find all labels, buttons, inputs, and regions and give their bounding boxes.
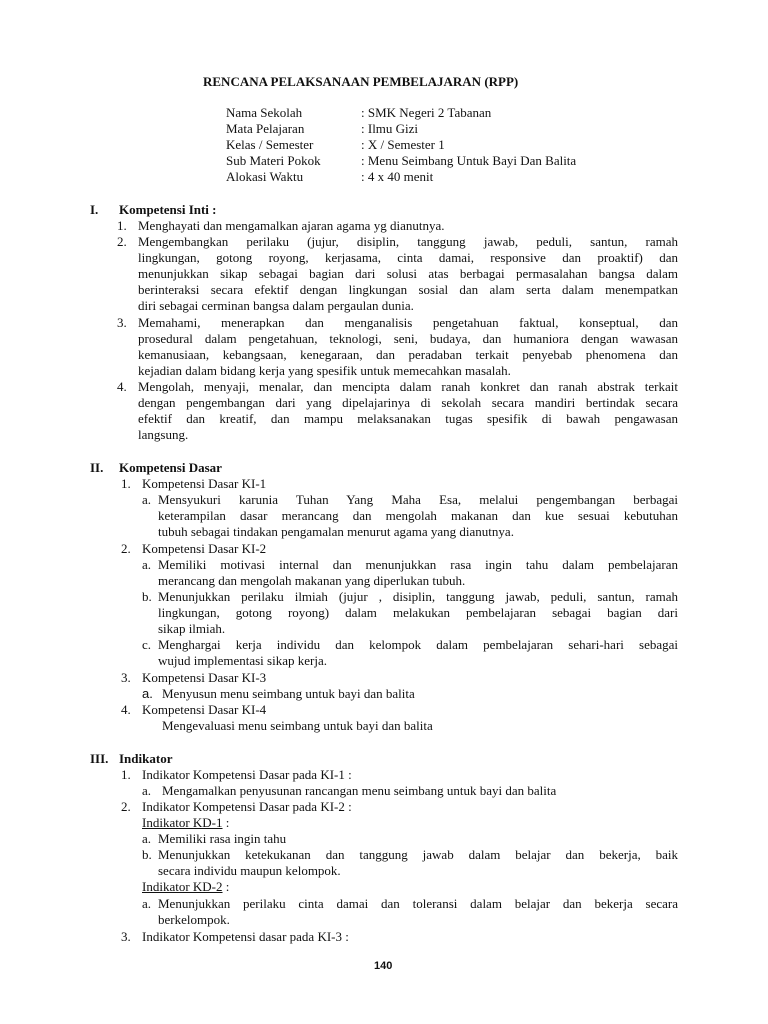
sub-item-marker: a.: [142, 686, 153, 701]
section-number: II.: [90, 460, 104, 475]
list-item-line: Menunjukkan ketekukanan dan tanggung jawab dalam belajar dan bekerja, baik: [158, 847, 678, 862]
identity-value: : SMK Negeri 2 Tabanan: [361, 105, 492, 120]
list-item-line: efektif dan kreatif, dan mampu melaksanakan tugas spesifik di bawah pengawasan: [138, 411, 678, 426]
list-item-line: Menghayati dan mengamalkan ajaran agama yg dianutnya.: [138, 218, 445, 233]
subsection-title: Kompetensi Dasar KI-3: [142, 670, 267, 685]
list-item-line: kejadian dalam bidang kerja yang spesifik untuk memecahkan masalah.: [138, 363, 511, 378]
list-item-line: kemanusiaan, kebangsaan, kenegaraan, dan peradaban terkait penyebab phenomena dan: [138, 347, 678, 362]
sub-item-marker: a.: [142, 831, 152, 846]
identity-label: Alokasi Waktu: [226, 169, 304, 184]
section-title: Kompetensi Inti :: [119, 202, 217, 217]
list-item-line: Mengamalkan penyusunan rancangan menu seimbang untuk bayi dan balita: [162, 783, 557, 798]
subsection-title: Indikator Kompetensi Dasar pada KI-1 :: [142, 767, 352, 782]
list-item-line: Menghargai kerja individu dan kelompok dalam pembelajaran sehari-hari sebagai: [158, 637, 678, 652]
indicator-kd1-colon: :: [222, 815, 230, 830]
list-item-line: lingkungan, gotong royong) dalam melakukan pembelajaran sebagai bagian dari: [158, 605, 678, 620]
indicator-kd1-label: Indikator KD-1: [142, 815, 223, 830]
subsection-title: Kompetensi Dasar KI-2: [142, 541, 267, 556]
list-number: 3.: [121, 670, 131, 685]
sub-item-marker: a.: [142, 557, 152, 572]
list-item-line: berkelompok.: [158, 912, 230, 927]
subsection-title: Kompetensi Dasar KI-1: [142, 476, 267, 491]
list-number: 2.: [121, 541, 131, 556]
identity-label: Nama Sekolah: [226, 105, 303, 120]
list-number: 3.: [117, 315, 127, 330]
list-item-line: Memiliki rasa ingin tahu: [158, 831, 287, 846]
list-item-line: Mengembangkan perilaku (jujur, disiplin, tanggung jawab, peduli, santun, ramah: [138, 234, 678, 249]
identity-label: Kelas / Semester: [226, 137, 314, 152]
identity-value: : 4 x 40 menit: [361, 169, 434, 184]
list-item-line: keterampilan dasar merancang dan mengolah makanan dan kue sesuai kebutuhan: [158, 508, 678, 523]
indicator-kd1-heading: [142, 815, 229, 830]
identity-label: Mata Pelajaran: [226, 121, 305, 136]
list-item-line: Menunjukkan perilaku cinta damai dan toleransi dalam belajar dan bekerja secara: [158, 896, 678, 911]
identity-label: Sub Materi Pokok: [226, 153, 321, 168]
sub-item-marker: a.: [142, 492, 152, 507]
section-number: III.: [90, 751, 109, 766]
section-title: Indikator: [119, 751, 173, 766]
indicator-kd2-label: Indikator KD-2: [142, 879, 223, 894]
list-item-line: lingkungan, gotong royong, kerjasama, cinta damai, responsive dan proaktif) dan: [138, 250, 678, 265]
sub-item-marker: a.: [142, 783, 152, 798]
subsection-title: Indikator Kompetensi Dasar pada KI-2 :: [142, 799, 352, 814]
page-number: 140: [374, 960, 393, 972]
list-item-line: secara individu maupun kelompok.: [158, 863, 341, 878]
document-title: RENCANA PELAKSANAAN PEMBELAJARAN (RPP): [203, 74, 519, 89]
subsection-title: Indikator Kompetensi dasar pada KI-3 :: [142, 929, 349, 944]
list-number: 4.: [117, 379, 127, 394]
list-item-line: dengan pengembangan dari yang dipelajarinya di sekolah secara mandiri bertindak secara: [138, 395, 678, 410]
subsection-title: Kompetensi Dasar KI-4: [142, 702, 267, 717]
indicator-kd2-colon: :: [222, 879, 230, 894]
identity-value: : X / Semester 1: [361, 137, 445, 152]
list-number: 1.: [121, 767, 131, 782]
list-item-line: berinteraksi secara efektif dengan lingkungan sosial dan alam serta dalam menempatkan: [138, 282, 678, 297]
list-item-line: wujud implementasi sikap kerja.: [158, 653, 327, 668]
identity-value: : Ilmu Gizi: [361, 121, 419, 136]
list-number: 1.: [121, 476, 131, 491]
list-number: 1.: [117, 218, 127, 233]
list-item-line: Memahami, menerapkan dan menganalisis pengetahuan faktual, konseptual, dan: [138, 315, 678, 330]
list-item-line: Mengevaluasi menu seimbang untuk bayi dan balita: [162, 718, 433, 733]
list-item-line: langsung.: [138, 427, 189, 442]
list-item-line: tubuh sebagai tindakan pengamalan menurut agama yang dianutnya.: [158, 524, 514, 539]
list-item-line: Mensyukuri karunia Tuhan Yang Maha Esa, melalui pengembangan berbagai: [158, 492, 678, 507]
sub-item-marker: c.: [142, 637, 152, 652]
list-number: 2.: [117, 234, 127, 249]
list-item-line: Mengolah, menyaji, menalar, dan mencipta dalam ranah konkret dan ranah abstrak terkait: [138, 379, 678, 394]
list-number: 4.: [121, 702, 131, 717]
section-number: I.: [90, 202, 99, 217]
identity-value: : Menu Seimbang Untuk Bayi Dan Balita: [361, 153, 577, 168]
list-item-line: merancang dan mengolah makanan yang diperlukan tubuh.: [158, 573, 466, 588]
section-title: Kompetensi Dasar: [119, 460, 222, 475]
list-number: 2.: [121, 799, 131, 814]
list-item-line: prosedural dalam pengetahuan, teknologi, seni, budaya, dan humaniora dengan wawasan: [138, 331, 678, 346]
sub-item-marker: b.: [142, 847, 152, 862]
list-item-line: sikap ilmiah.: [158, 621, 226, 636]
sub-item-marker: b.: [142, 589, 152, 604]
sub-item-marker: a.: [142, 896, 152, 911]
list-item-line: menunjukkan sikap sebagai bagian dari solusi atas berbagai permasalahan bangsa dalam: [138, 266, 678, 281]
list-item-line: Menyusun menu seimbang untuk bayi dan balita: [162, 686, 415, 701]
list-number: 3.: [121, 929, 131, 944]
list-item-line: Memiliki motivasi internal dan menunjukkan rasa ingin tahu dalam pembelajaran: [158, 557, 678, 572]
list-item-line: diri sebagai cerminan bangsa dalam pergaulan dunia.: [138, 298, 414, 313]
list-item-line: Menunjukkan perilaku ilmiah (jujur , disiplin, tanggung jawab, peduli, santun, ramah: [158, 589, 678, 604]
indicator-kd2-heading: [142, 879, 229, 894]
